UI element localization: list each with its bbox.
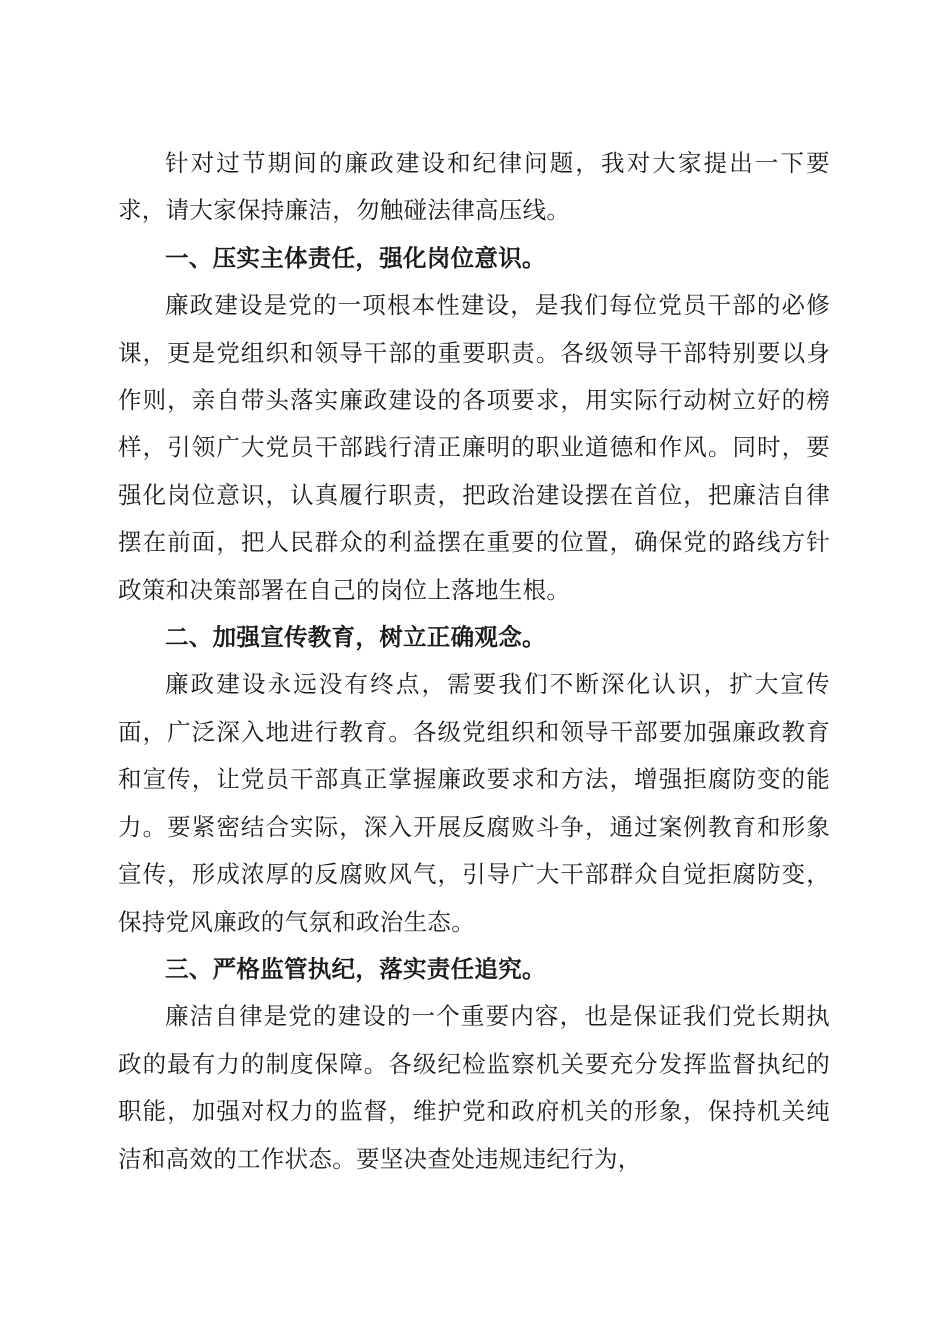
intro-paragraph: 针对过节期间的廉政建设和纪律问题，我对大家提出一下要求，请大家保持廉洁，勿触碰法律高压线。 — [118, 149, 830, 225]
section-heading-1: 一、压实主体责任，强化岗位意识。 — [165, 243, 546, 272]
section-body-2: 廉政建设永远没有终点，需要我们不断深化认识，扩大宣传面，广泛深入地进行教育。各级党组织和领导干部要加强廉政教育和宣传，让党员干部真正掌握廉政要求和方法，增强拒腐防变的能力。要紧密结合实际，深入开展反腐败斗争，通过案例教育和形象宣传，形成浓厚的反腐败风气，引导广大干部群众自觉拒腐防变，保持党风廉政的气氛和政治生态。 — [118, 670, 830, 936]
section-heading-3: 三、严格监管执纪，落实责任追究。 — [165, 954, 546, 983]
document-page — [118, 140, 830, 1183]
section-body-1: 廉政建设是党的一项根本性建设，是我们每位党员干部的必修课，更是党组织和领导干部的重要职责。各级领导干部特别要以身作则，亲自带头落实廉政建设的各项要求，用实际行动树立好的榜样，引领广大党员干部践行清正廉明的职业道德和作风。同时，要强化岗位意识，认真履行职责，把政治建设摆在首位，把廉洁自律摆在前面，把人民群众的利益摆在重要的位置，确保党的路线方针政策和决策部署在自己的岗位上落地生根。 — [118, 291, 830, 604]
section-heading-2: 二、加强宣传教育，树立正确观念。 — [165, 623, 546, 652]
section-body-3: 廉洁自律是党的建设的一个重要内容，也是保证我们党长期执政的最有力的制度保障。各级纪检监察机关要充分发挥监督执纪的职能，加强对权力的监督，维护党和政府机关的形象，保持机关纯洁和高效的工作状态。要坚决查处违规违纪行为， — [118, 1002, 830, 1173]
